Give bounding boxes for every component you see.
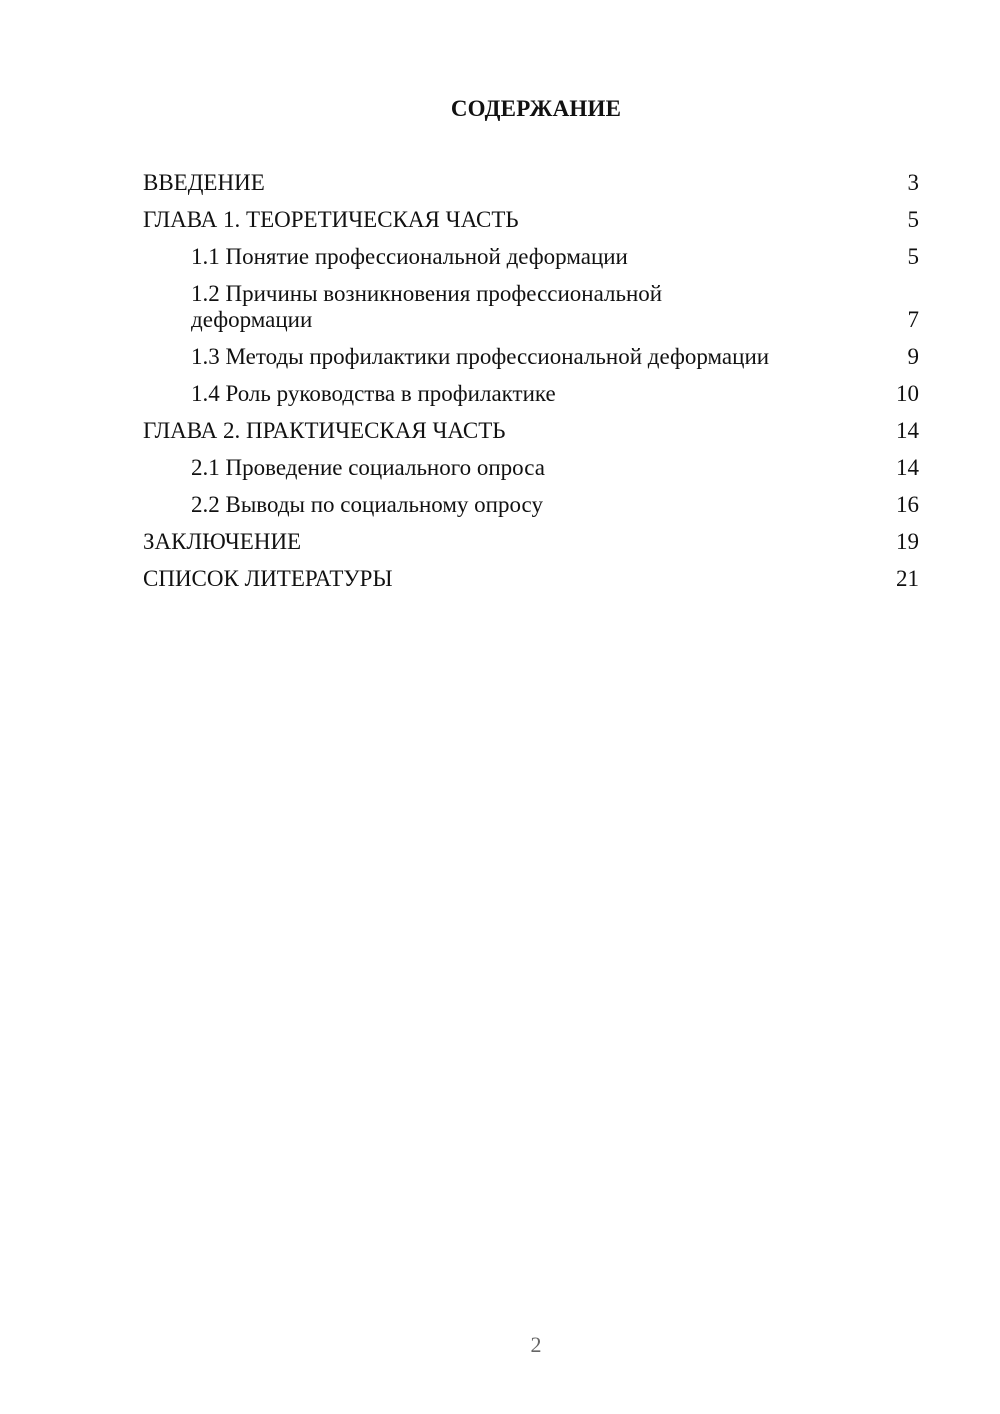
toc-entry-page: 10 [896,381,919,406]
toc-entry-page: 19 [896,529,919,554]
toc-entry-page: 3 [907,170,919,195]
toc-entry-page: 9 [907,344,919,369]
toc-entry-page: 5 [907,244,919,269]
table-of-contents [143,170,919,603]
toc-entry-label: СПИСОК ЛИТЕРАТУРЫ [143,566,393,591]
toc-entry-page: 16 [896,492,919,517]
toc-entry-introduction[interactable] [143,170,919,196]
toc-entry-page: 5 [907,207,919,232]
toc-entry-references[interactable] [143,566,919,592]
toc-entry-chapter-2[interactable] [143,418,919,444]
toc-title: СОДЕРЖАНИЕ [450,96,622,121]
toc-entry-section-2-2[interactable] [143,492,919,518]
toc-entry-section-1-3[interactable] [143,344,919,370]
toc-entry-label: 1.1 Понятие профессиональной деформации [191,244,628,269]
toc-entry-label: ЗАКЛЮЧЕНИЕ [143,529,302,554]
page-number: 2 [530,1332,542,1357]
toc-entry-page: 21 [896,566,919,591]
toc-entry-section-1-1[interactable] [143,244,919,270]
toc-entry-conclusion[interactable] [143,529,919,555]
toc-entry-label: 2.2 Выводы по социальному опросу [191,492,543,517]
toc-entry-label: 1.2 Причины возникновения профессиональной деформации [191,281,663,332]
toc-entry-section-2-1[interactable] [143,455,919,481]
toc-entry-label: ГЛАВА 1. ТЕОРЕТИЧЕСКАЯ ЧАСТЬ [143,207,519,232]
toc-entry-label: ГЛАВА 2. ПРАКТИЧЕСКАЯ ЧАСТЬ [143,418,506,443]
toc-entry-section-1-4[interactable] [143,381,919,407]
toc-entry-page: 14 [896,455,919,480]
toc-entry-page: 14 [896,418,919,443]
toc-entry-label: 2.1 Проведение социального опроса [191,455,545,480]
toc-entry-page: 7 [907,307,919,332]
toc-entry-label: 1.4 Роль руководства в профилактике [191,381,556,406]
toc-entry-chapter-1[interactable] [143,207,919,233]
toc-entry-section-1-2[interactable] [143,281,919,333]
toc-entry-label: ВВЕДЕНИЕ [143,170,265,195]
toc-entry-label: 1.3 Методы профилактики профессиональной деформации [191,344,770,369]
